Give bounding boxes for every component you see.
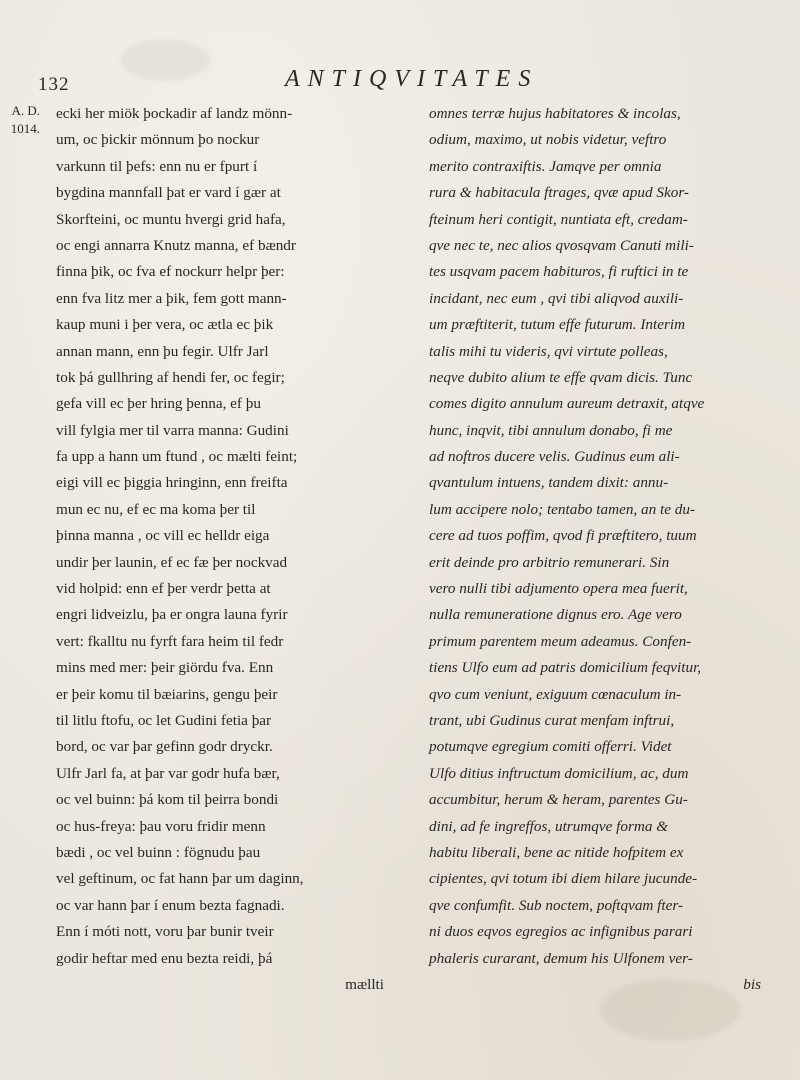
text-line: Enn í móti nott, voru þar bunir tveir (56, 923, 274, 941)
text-line: eigi vill ec þiggia hringinn, enn freifta (56, 474, 288, 492)
text-line: finna þik, oc fva ef nockurr helpr þer: (56, 263, 285, 281)
catchword: bis (743, 975, 761, 993)
text-line: rura & habitacula ftrages, qvæ apud Skor- (429, 184, 689, 202)
text-line: um, oc þickir mönnum þo nockur (56, 131, 260, 149)
text-line: engri lidveizlu, þa er ongra launa fyrir (56, 606, 288, 624)
text-line: qve nec te, nec alios qvosqvam Canuti mili- (429, 236, 694, 254)
text-line: mins med mer: þeir giördu fva. Enn (56, 659, 274, 677)
running-title: ANTIQVITATES (285, 66, 539, 92)
text-line: omnes terræ hujus habitatores & incolas, (429, 105, 681, 122)
text-line: incidant, nec eum , qvi tibi aliqvod auxili- (429, 289, 684, 307)
text-line: habitu liberali, bene ac nitide hofpitem ex (429, 843, 684, 861)
text-line: cere ad tuos poffim, qvod fi præftitero, tuum (429, 527, 697, 545)
text-line: lum accipere nolo; tentabo tamen, an te du- (429, 500, 695, 518)
text-line: trant, ubi Gudinus curat menfam inftrui, (429, 711, 675, 729)
text-line: oc engi annarra Knutz manna, ef bændr (56, 236, 296, 254)
text-line: ni duos eqvos egregios ac infignibus parari (429, 923, 693, 941)
text-line: ecki her miök þockadir af landz mönn- (56, 105, 293, 122)
text-line: phaleris curarant, demum his Ulfonem ver- (429, 949, 693, 967)
text-line: bord, oc var þar gefinn godr dryckr. (56, 738, 273, 756)
text-line: oc var hann þar í enum bezta fagnadi. (56, 896, 285, 914)
text-line: odium, maximo, ut nobis videtur, veftro (429, 131, 667, 149)
text-line: vel geftinum, oc fat hann þar um daginn, (56, 870, 304, 888)
text-line: um præftiterit, tutum effe futurum. Interim (429, 316, 686, 334)
text-line: vill fylgia mer til varra manna: Gudini (56, 421, 289, 439)
text-line: bygdina mannfall þat er vard í gær at (56, 184, 281, 202)
text-line: er þeir komu til bæiarins, gengu þeir (56, 685, 278, 703)
icelandic-text-column (56, 101, 410, 998)
text-line: kaup muni i þer vera, oc ætla ec þik (56, 316, 274, 334)
text-line: neqve dubito alium te effe qvam dicis. Tunc (429, 368, 693, 386)
text-line: qve confumfit. Sub noctem, poftqvam fter- (429, 896, 684, 914)
text-line: vero nulli tibi adjumento opera mea fuerit, (429, 580, 688, 598)
text-line: qvantulum intuens, tandem dixit: annu- (429, 474, 669, 492)
text-line: ad noftros ducere velis. Gudinus eum ali- (429, 448, 680, 466)
text-line: þinna manna , oc vill ec helldr eiga (56, 527, 270, 545)
text-line: erit deinde pro arbitrio remunerari. Sin (429, 553, 670, 571)
margin-note (6, 102, 40, 138)
text-line: gefa vill ec þer hring þenna, ef þu (56, 395, 261, 413)
text-line: oc hus-freya: þau voru fridir menn (56, 817, 266, 835)
text-line: qvo cum veniunt, exiguum cœnaculum in- (429, 685, 682, 703)
text-line: annan mann, enn þu fegir. Ulfr Jarl (56, 342, 269, 360)
text-line: vid holpid: enn ef þer verdr þetta at (56, 580, 271, 598)
text-line: tes usqvam pacem habituros, fi ruftici in te (429, 263, 689, 281)
text-line: tiens Ulfo eum ad patris domicilium feqvitur, (429, 659, 702, 677)
text-line: undir þer launin, ef ec fæ þer nockvad (56, 553, 288, 571)
text-line: potumqve egregium comiti offerri. Videt (429, 738, 672, 756)
text-line: oc vel buinn: þá kom til þeirra bondi (56, 791, 279, 809)
catchword: mællti (345, 975, 384, 993)
text-line: godir heftar med enu bezta reidi, þá (56, 949, 273, 967)
text-line: merito contraxiftis. Jamqve per omnia (429, 157, 662, 175)
text-line: enn fva litz mer a þik, fem gott mann- (56, 289, 287, 307)
latin-translation-column (429, 101, 789, 998)
page-number: 132 (38, 74, 70, 95)
text-line: comes digito annulum aureum detraxit, atqve (429, 395, 705, 413)
text-line: mun ec nu, ef ec ma koma þer til (56, 500, 256, 518)
text-line: vert: fkalltu nu fyrft fara heim til fedr (56, 632, 284, 650)
margin-note-line: 1014. (10, 121, 40, 136)
text-line: tok þá gullhring af hendi fer, oc fegir; (56, 368, 285, 386)
margin-note-line: A. D. (11, 103, 40, 118)
text-line: talis mihi tu videris, qvi virtute polleas, (429, 342, 668, 360)
text-line: dini, ad fe ingreffos, utrumqve forma & (429, 817, 669, 835)
text-line: nulla remuneratione dignus ero. Age vero (429, 606, 682, 624)
text-line: varkunn til þefs: enn nu er fpurt í (56, 157, 258, 175)
text-line: Ulfo ditius inftructum domicilium, ac, dum (429, 764, 689, 782)
text-line: primum parentem meum adeamus. Confen- (429, 632, 692, 650)
text-line: accumbitur, herum & heram, parentes Gu- (429, 791, 688, 809)
text-line: Skorfteini, oc muntu hvergi grid hafa, (56, 210, 286, 228)
text-line: fa upp a hann um ftund , oc mælti feint; (56, 448, 298, 466)
text-line: bædi , oc vel buinn : fögnudu þau (56, 843, 261, 861)
page-header (0, 62, 800, 96)
text-line: til litlu ftofu, oc let Gudini fetia þar (56, 711, 272, 729)
text-line: cipientes, qvi totum ibi diem hilare jucunde- (429, 870, 698, 888)
text-line: hunc, inqvit, tibi annulum donabo, fi me (429, 421, 673, 439)
text-line: fteinum heri contigit, nuntiata eft, credam- (429, 210, 688, 228)
text-line: Ulfr Jarl fa, at þar var godr hufa bær, (56, 764, 280, 782)
